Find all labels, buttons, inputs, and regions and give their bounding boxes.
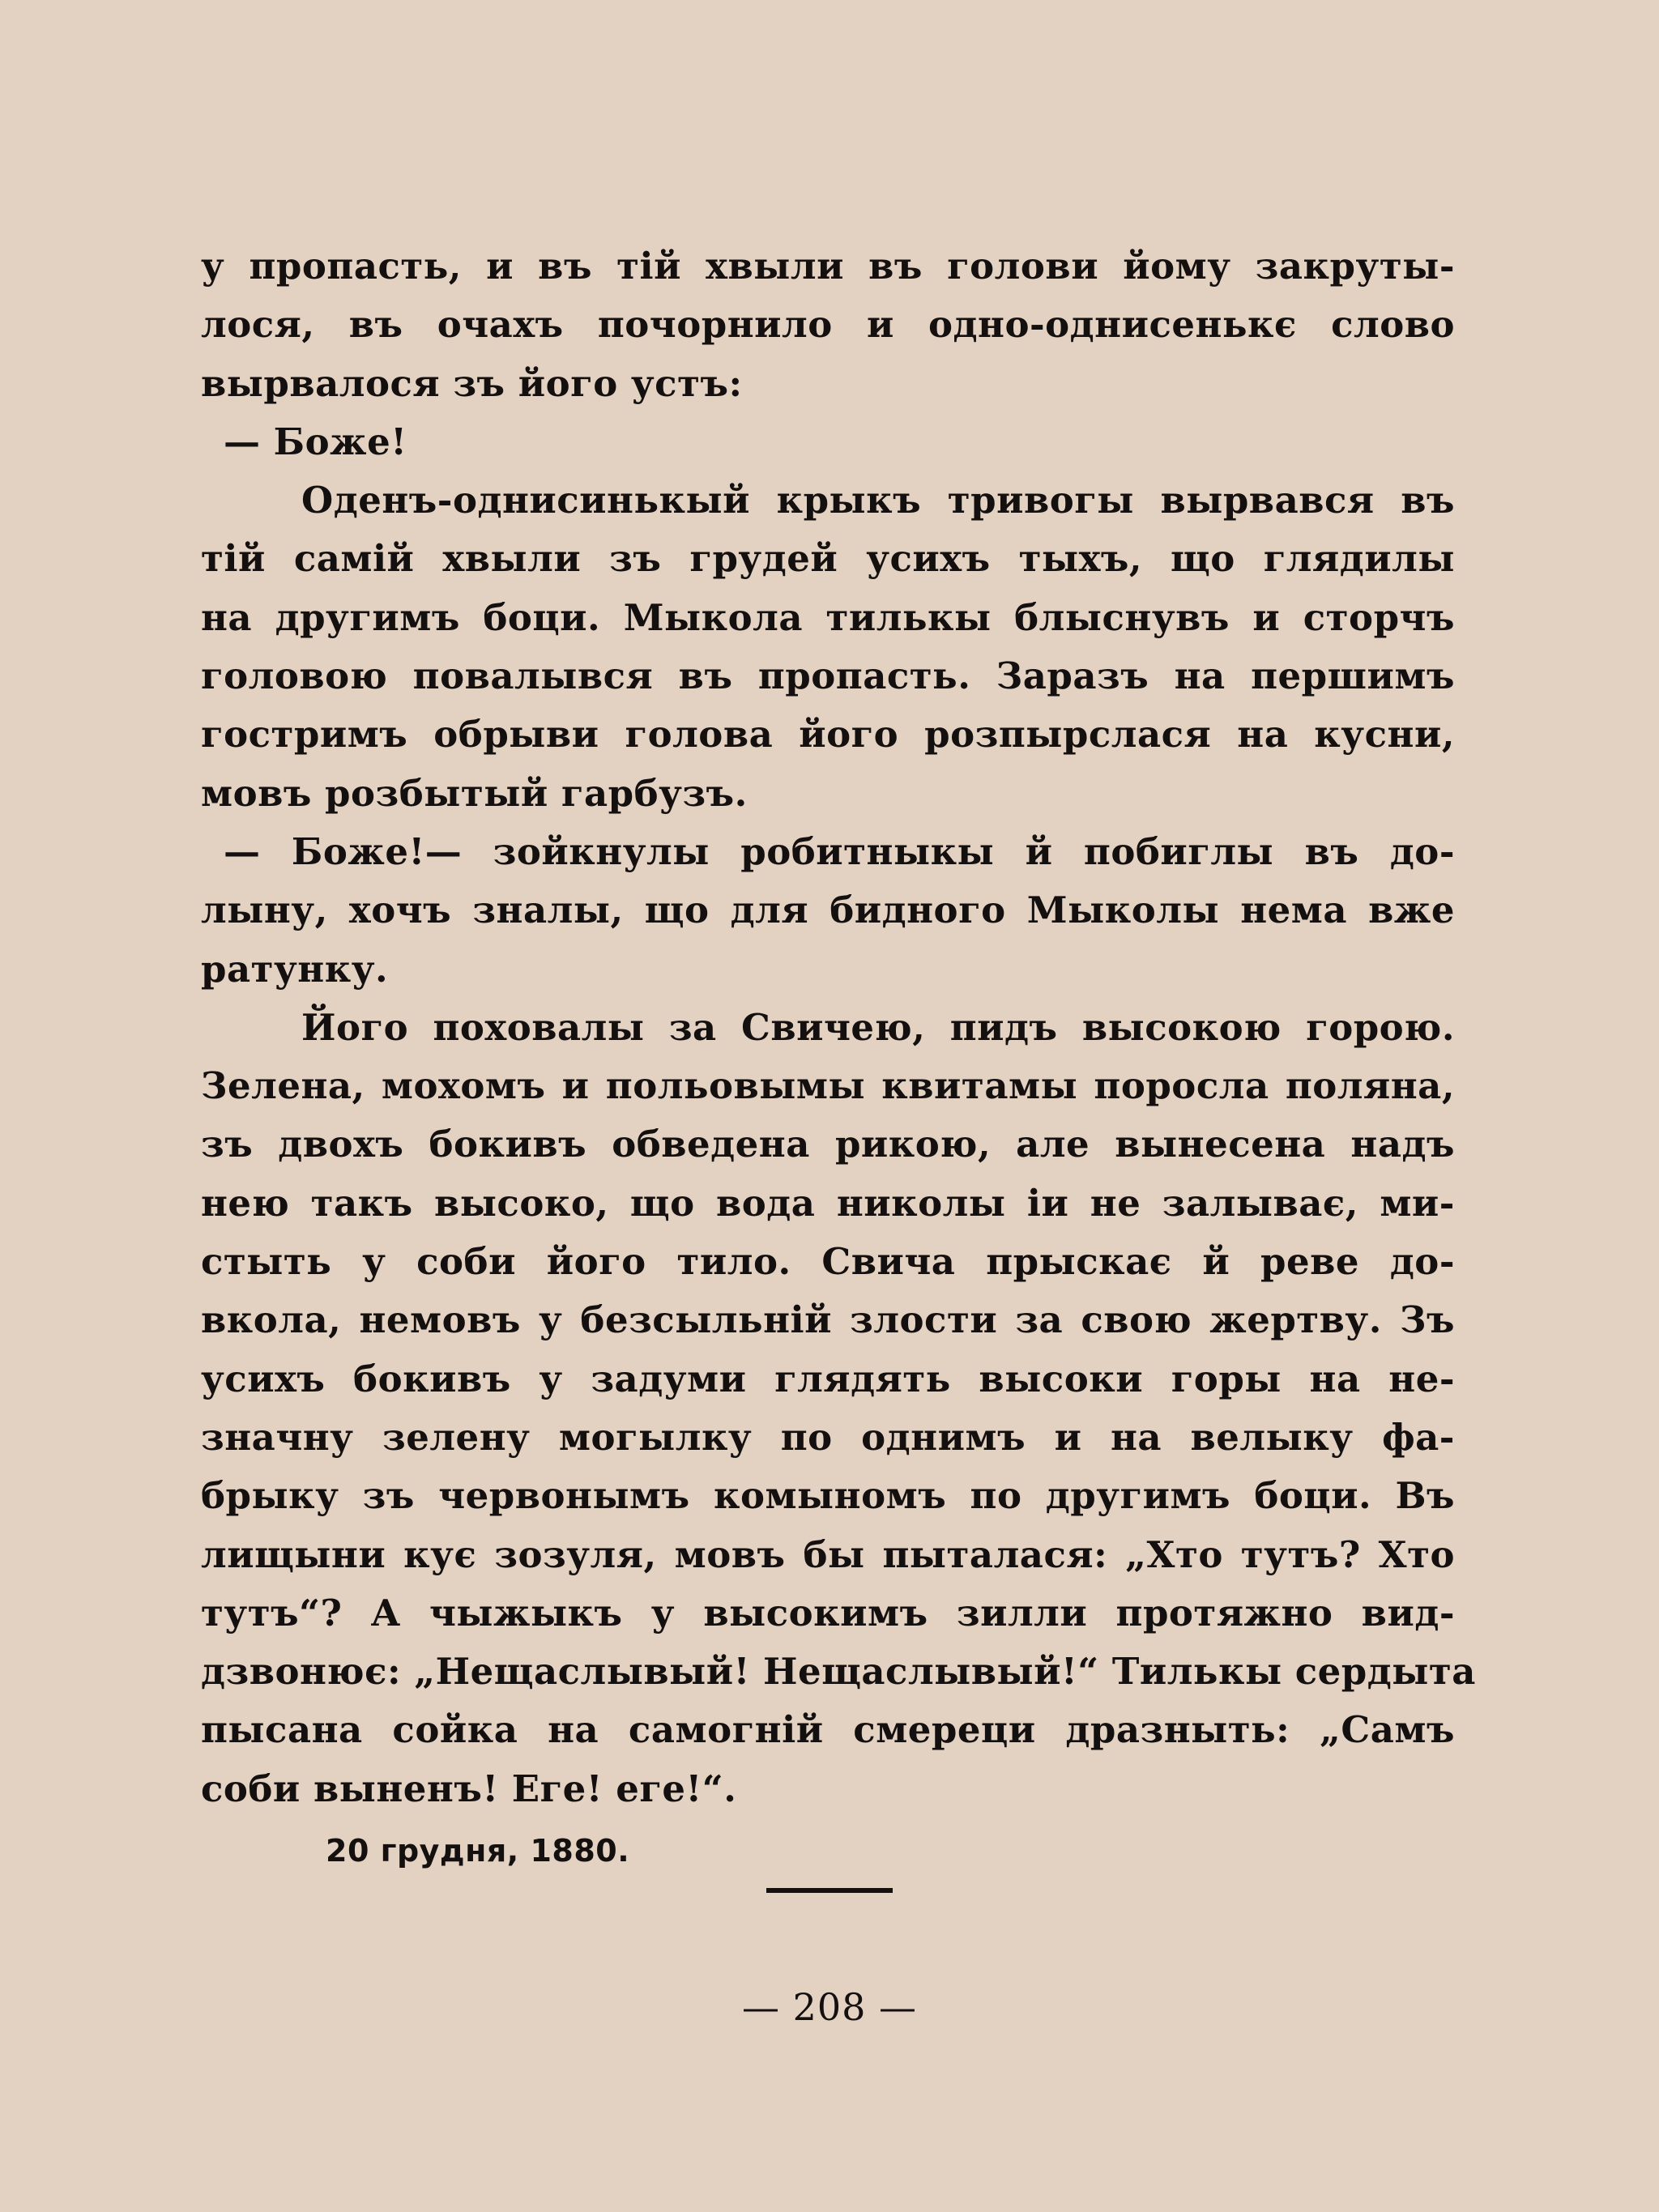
text-line: лося, въ очахъ почорнило и одно-однисенькє слово	[201, 303, 1455, 347]
text-line: стыть у соби його тило. Свича прыскає й реве до-	[201, 1240, 1455, 1284]
dialogue-line: — Боже!	[224, 420, 407, 463]
text-line: у пропасть, и въ тій хвыли въ голови йому закруты-	[201, 245, 1455, 288]
text-line: лыну, хочъ зналы, що для бидного Мыколы нема вже	[201, 889, 1455, 932]
text-line: Зелена, мохомъ и польовымы квитамы поросла поляна,	[201, 1064, 1455, 1108]
text-line: вкола, немовъ у безсыльній злости за свою жертву. Зъ	[201, 1298, 1455, 1342]
text-line: значну зелену могылку по однимъ и на велыку фа-	[201, 1415, 1455, 1459]
dialogue-line: — Боже!— зойкнулы робитныкы й побиглы въ до-	[224, 829, 1455, 873]
page-number: — 208 —	[741, 1985, 918, 2029]
section-end-rule	[766, 1888, 893, 1893]
text-line: пысана сойка на самогній смереци дразныть: „Самъ	[201, 1708, 1455, 1752]
text-line: тій самій хвыли зъ грудей усихъ тыхъ, що глядилы	[201, 537, 1455, 581]
text-line: головою повалывся въ пропасть. Заразъ на першимъ	[201, 654, 1455, 698]
text-line: лищыни кує зозуля, мовъ бы пыталася: „Хто тутъ? Хто	[201, 1532, 1455, 1576]
page-text	[201, 237, 1476, 1818]
text-line: зъ двохъ бокивъ обведена рикою, але вынесена надъ	[201, 1123, 1455, 1166]
paragraph-start-line: Його поховалы за Свичею, пидъ высокою горою.	[301, 1005, 1455, 1049]
text-line: усихъ бокивъ у задуми глядять высоки горы на не-	[201, 1357, 1455, 1400]
text-line: гостримъ обрыви голова його розпырслася на кусни,	[201, 713, 1455, 757]
text-line: нею такъ высоко, що вода николы іи не залыває, ми-	[201, 1181, 1455, 1225]
text-line: на другимъ боци. Мыкола тилькы блыснувъ и сторчъ	[201, 595, 1455, 639]
dateline: 20 грудня, 1880.	[326, 1833, 630, 1869]
text-line: тутъ“? А чыжыкъ у высокимъ зилли протяжно вид-	[201, 1591, 1455, 1634]
text-line: вырвалося зъ його устъ:	[201, 361, 743, 405]
paragraph-start-line: Оденъ-однисинькый крыкъ тривогы вырвався въ	[301, 479, 1455, 522]
text-line: мовъ розбытый гарбузъ.	[201, 771, 748, 815]
text-line: дзвонює: „Нещаслывый! Нещаслывый!“ Тилькы сердыта	[201, 1650, 1476, 1694]
text-line: брыку зъ червонымъ комыномъ по другимъ боци. Въ	[201, 1474, 1455, 1518]
text-line: соби выненъ! Еге! еге!“.	[201, 1767, 737, 1810]
text-line: ратунку.	[201, 947, 389, 991]
